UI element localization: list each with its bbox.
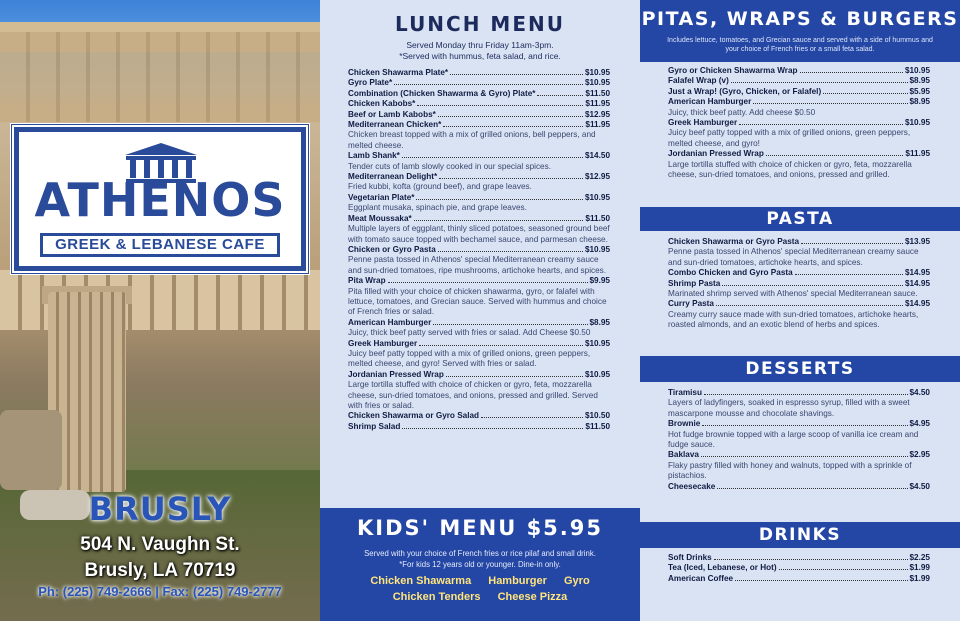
menu-item-price: $10.50: [584, 411, 610, 421]
menu-item: [348, 110, 610, 120]
menu-item-description: Pita filled with your choice of chicken shawarma, gyro, or falafel with lettuce, tomatoes, and Grecian sauce. Served with hummus and choice of French fries or salad.: [348, 286, 607, 317]
menu-item-price: $1.99: [909, 563, 930, 573]
lunch-items: [348, 68, 610, 432]
dot-leader: [722, 280, 903, 286]
menu-item-name: Pita Wrap: [348, 276, 386, 286]
dot-leader: [402, 152, 583, 158]
menu-item-name: Tea (Iced, Lebanese, or Hot): [668, 563, 777, 573]
menu-item: [668, 149, 930, 159]
dot-leader: [714, 554, 908, 560]
dot-leader: [823, 88, 907, 94]
menu-item-name: Shrimp Pasta: [668, 278, 721, 288]
menu-item-price: $4.50: [909, 481, 930, 491]
dot-leader: [717, 483, 907, 489]
menu-item-name: Chicken or Gyro Pasta: [348, 244, 436, 254]
menu-item: [348, 422, 610, 432]
menu-item: [668, 419, 930, 429]
menu-item: [348, 120, 610, 130]
dot-leader: [450, 69, 583, 75]
dot-leader: [433, 319, 587, 325]
menu-item: [348, 214, 610, 224]
location-street: 504 N. Vaughn St.: [80, 534, 240, 555]
drinks-header: [640, 522, 960, 548]
menu-item-description: Juicy beef patty topped with a mix of grilled onions, green peppers, melted cheese, and gyro! Served with fries or salad.: [348, 348, 591, 369]
dot-leader: [417, 100, 583, 106]
menu-item: [348, 193, 610, 203]
logo-name: ATHENOS: [34, 173, 286, 227]
menu-item-name: Jordanian Pressed Wrap: [668, 149, 764, 159]
dot-leader: [439, 173, 583, 179]
lunch-menu: [320, 0, 640, 508]
dot-leader: [419, 340, 583, 346]
menu-item: [668, 66, 930, 76]
menu-item-name: Shrimp Salad: [348, 421, 401, 431]
menu-item-price: $12.95: [584, 109, 610, 119]
pitas-header: [640, 0, 960, 62]
dot-leader: [394, 79, 583, 85]
lunch-title: LUNCH MENU: [395, 12, 565, 36]
dot-leader: [438, 246, 583, 252]
menu-item-price: $14.95: [904, 278, 930, 288]
menu-item: [668, 279, 930, 289]
menu-item-name: Jordanian Pressed Wrap: [348, 369, 444, 379]
dot-leader: [481, 412, 583, 418]
menu-item-price: $11.95: [585, 99, 610, 109]
menu-item-price: $10.95: [584, 68, 610, 77]
drinks-title: DRINKS: [758, 525, 842, 545]
pasta-items: [668, 237, 930, 331]
menu-item: [668, 87, 930, 97]
menu-item-description: Fried kubbi, kofta (ground beef), and grape leaves.: [348, 182, 532, 192]
cover-panel: [0, 0, 320, 621]
menu-item-name: Chicken Kabobs*: [348, 99, 416, 109]
menu-item-price: $5.95: [909, 86, 930, 96]
menu-item-price: $8.95: [909, 97, 930, 107]
menu-item-price: $8.95: [589, 317, 610, 327]
menu-item-name: Curry Pasta: [668, 299, 714, 309]
menu-item-description: Flaky pastry filled with honey and walnuts, topped with a sprinkle of pistachios.: [668, 460, 912, 481]
menu-item-name: Chicken Shawarma Plate*: [348, 68, 449, 77]
menu-item-price: $11.50: [585, 213, 610, 223]
menu-item-price: $2.25: [909, 553, 930, 562]
menu-item-description: Large tortilla stuffed with choice of chicken or gyro, feta, mozzarella cheese, sun-dried tomatoes, and onions, pressed and grilled. Served with fries or salad.: [348, 380, 598, 410]
menu-item-price: $12.95: [584, 172, 610, 182]
menu-item: [668, 388, 930, 398]
menu-item: [348, 276, 610, 286]
dot-leader: [702, 420, 907, 426]
lunch-subtitle: Served Monday thru Friday 11am-3pm. *Served with hummus, feta salad, and rice.: [399, 40, 561, 61]
menu-item-name: Chicken Shawarma or Gyro Pasta: [668, 237, 800, 246]
pitas-items: [668, 66, 930, 180]
dot-leader: [388, 277, 588, 283]
menu-item-price: $8.95: [909, 76, 930, 86]
menu-item-description: Layers of ladyfingers, soaked in espresso syrup, filled with a sweet mascarpone mousse and chocolate shavings.: [668, 398, 910, 418]
menu-item-price: $2.95: [909, 450, 930, 460]
menu-item-price: $11.95: [905, 149, 930, 159]
menu-item: [668, 237, 930, 247]
dot-leader: [537, 90, 583, 96]
desserts-items: [668, 388, 930, 492]
dot-leader: [766, 150, 904, 156]
menu-item-name: Meat Moussaka*: [348, 213, 412, 223]
pasta-header: [640, 207, 960, 231]
drinks-items: [668, 553, 930, 584]
logo-subtitle: GREEK & LEBANESE CAFE: [40, 233, 280, 257]
menu-item-name: Chicken Shawarma or Gyro Salad: [348, 411, 480, 421]
desserts-header: [640, 356, 960, 382]
menu-item-description: Large tortilla stuffed with choice of chicken or gyro, feta, mozzarella cheese, sun-dried tomatoes, and onions, pressed and grilled.: [668, 159, 912, 180]
dot-leader: [416, 194, 583, 200]
menu-item: [668, 97, 930, 107]
menu-item-description: Creamy curry sauce made with sun-dried tomatoes, artichoke hearts, roasted almonds, and an exotic blend of herbs and spices.: [668, 309, 919, 330]
menu-item-name: Brownie: [668, 419, 701, 429]
menu-item: [348, 99, 610, 109]
menu-item-price: $14.95: [904, 299, 930, 309]
menu-item-price: $10.95: [584, 338, 610, 348]
location-city: BRUSLY: [88, 490, 232, 528]
menu-item-description: Penne pasta tossed in Athenos' special Mediterranean creamy sauce and sun-dried tomatoes, ripe mushrooms, artichoke hearts, and spices.: [348, 255, 607, 275]
menu-item-name: Baklava: [668, 450, 699, 460]
menu-item: [668, 118, 930, 128]
menu-item: [348, 89, 610, 99]
menu-item: [348, 411, 610, 421]
dot-leader: [795, 269, 903, 275]
menu-item-name: Mediterranean Chicken*: [348, 120, 442, 130]
menu-item: [668, 450, 930, 460]
menu-item: [668, 563, 930, 573]
menu-item-price: $1.99: [909, 573, 930, 583]
menu-item-description: Penne pasta tossed in Athenos' special Mediterranean creamy sauce and sun-dried tomatoes, artichoke hearts, and spices.: [668, 247, 919, 267]
menu-item: [668, 268, 930, 278]
menu-item-name: Falafel Wrap (v): [668, 76, 729, 86]
kids-subtitle: Served with your choice of French fries or rice pilaf and small drink. *For kids 12 years old or younger. Dine-in only.: [364, 549, 596, 569]
right-panel: [640, 0, 960, 621]
menu-item-name: Greek Hamburger: [668, 118, 738, 128]
kids-item: Cheese Pizza: [497, 591, 568, 603]
menu-item-name: American Hamburger: [668, 97, 752, 107]
menu-item: [348, 172, 610, 182]
dot-leader: [753, 98, 907, 104]
menu-item-price: $10.95: [584, 192, 610, 202]
lunch-panel: [320, 0, 640, 621]
menu-item-price: $10.95: [584, 78, 610, 88]
dot-leader: [801, 238, 903, 244]
dot-leader: [779, 564, 908, 570]
menu-item-price: $10.95: [584, 244, 610, 254]
menu-item-price: $9.95: [589, 276, 610, 286]
menu-item: [348, 151, 610, 161]
dot-leader: [739, 119, 903, 125]
menu-item-price: $11.95: [585, 120, 610, 130]
menu-item: [348, 68, 610, 78]
menu-item-name: Lamb Shank*: [348, 151, 400, 161]
menu-item: [348, 245, 610, 255]
menu-item-name: Combination (Chicken Shawarma & Gyro) Plate*: [348, 88, 536, 98]
menu-item-price: $11.50: [585, 421, 610, 431]
menu-item: [348, 370, 610, 380]
dot-leader: [446, 371, 583, 377]
menu-item-price: $10.95: [904, 118, 930, 128]
kids-item: Chicken Tenders: [392, 591, 481, 603]
menu-item-price: $4.95: [909, 419, 930, 429]
menu-item-name: Greek Hamburger: [348, 338, 418, 348]
menu-item-description: Tender cuts of lamb slowly cooked in our special spices.: [348, 161, 551, 171]
desserts-title: DESSERTS: [745, 359, 855, 379]
menu-item-name: Combo Chicken and Gyro Pasta: [668, 268, 793, 278]
pasta-title: PASTA: [766, 209, 834, 229]
menu-item-name: Mediterranean Delight*: [348, 172, 438, 182]
menu-item: [348, 318, 610, 328]
dot-leader: [438, 111, 583, 117]
menu-item-name: Soft Drinks: [668, 553, 712, 562]
menu-item: [668, 76, 930, 86]
menu-item-name: Beef or Lamb Kabobs*: [348, 109, 436, 119]
menu-item-name: Vegetarian Plate*: [348, 192, 415, 202]
dot-leader: [716, 300, 903, 306]
menu-item-price: $10.95: [584, 369, 610, 379]
menu-item-description: Juicy, thick beef patty. Add cheese $0.50: [668, 107, 816, 117]
stone-block: [0, 410, 62, 490]
menu-item-description: Chicken breast topped with a mix of grilled onions, bell peppers, and melted cheese.: [348, 130, 596, 150]
menu-item-description: Marinated shrimp served with Athenos' special Mediterranean sauce.: [668, 289, 918, 299]
menu-item-name: Tiramisu: [668, 388, 702, 397]
menu-item-price: $14.50: [584, 151, 610, 161]
kids-title: KIDS' MENU $5.95: [357, 516, 603, 540]
location-city-state: Brusly, LA 70719: [84, 560, 236, 581]
menu-item-name: American Coffee: [668, 573, 734, 583]
menu-item-description: Juicy beef patty topped with a mix of grilled onions, green peppers, melted cheese, and gyro!: [668, 128, 911, 148]
menu-item-price: $10.95: [904, 66, 930, 75]
menu-item-description: Juicy, thick beef patty served with fries or salad. Add Cheese $0.50: [348, 328, 591, 338]
pitas-title: PITAS, WRAPS & BURGERS: [641, 8, 959, 30]
dot-leader: [701, 451, 908, 457]
pitas-subtitle: Includes lettuce, tomatoes, and Grecian sauce and served with a side of hummus and your choice of French fries or a small feta salad.: [667, 37, 933, 53]
kids-item: Gyro: [564, 575, 590, 587]
menu-item-name: Gyro Plate*: [348, 78, 393, 88]
menu-item-price: $13.95: [904, 237, 930, 246]
kids-menu: [320, 508, 640, 621]
location-phones: Ph: (225) 749-2666 | Fax: (225) 749-2777: [38, 584, 282, 599]
menu-item-description: Multiple layers of eggplant, thinly sliced potatoes, seasoned ground beef with tomato sauce topped with bechamel sauce, and parmesan cheese.: [348, 224, 610, 244]
ruin-frieze: [0, 32, 320, 122]
dot-leader: [704, 389, 908, 395]
menu-item-price: $14.95: [904, 268, 930, 278]
menu-item: [668, 574, 930, 584]
dot-leader: [443, 121, 583, 127]
dot-leader: [731, 77, 908, 83]
menu-item: [348, 339, 610, 349]
menu-item: [348, 78, 610, 88]
menu-item-description: Hot fudge brownie topped with a large scoop of vanilla ice cream and fudge sauce.: [668, 429, 919, 450]
kids-items: [320, 573, 640, 605]
kids-item: Chicken Shawarma: [370, 575, 472, 587]
menu-item-price: $4.50: [909, 388, 930, 397]
menu-item-name: Gyro or Chicken Shawarma Wrap: [668, 66, 798, 75]
dot-leader: [735, 575, 907, 581]
menu-item-description: Eggplant musaka, spinach pie, and grape leaves.: [348, 203, 527, 213]
kids-item: Hamburger: [488, 575, 547, 587]
menu-item: [668, 482, 930, 492]
menu-item-name: American Hamburger: [348, 317, 432, 327]
menu-item-price: $11.50: [585, 88, 610, 98]
menu-item: [668, 553, 930, 563]
menu-item-name: Cheesecake: [668, 481, 716, 491]
dot-leader: [414, 215, 584, 221]
dot-leader: [800, 67, 903, 73]
dot-leader: [402, 423, 583, 429]
menu-item-name: Just a Wrap! (Gyro, Chicken, or Falafel): [668, 86, 822, 96]
logo: [10, 123, 310, 275]
menu-item: [668, 299, 930, 309]
